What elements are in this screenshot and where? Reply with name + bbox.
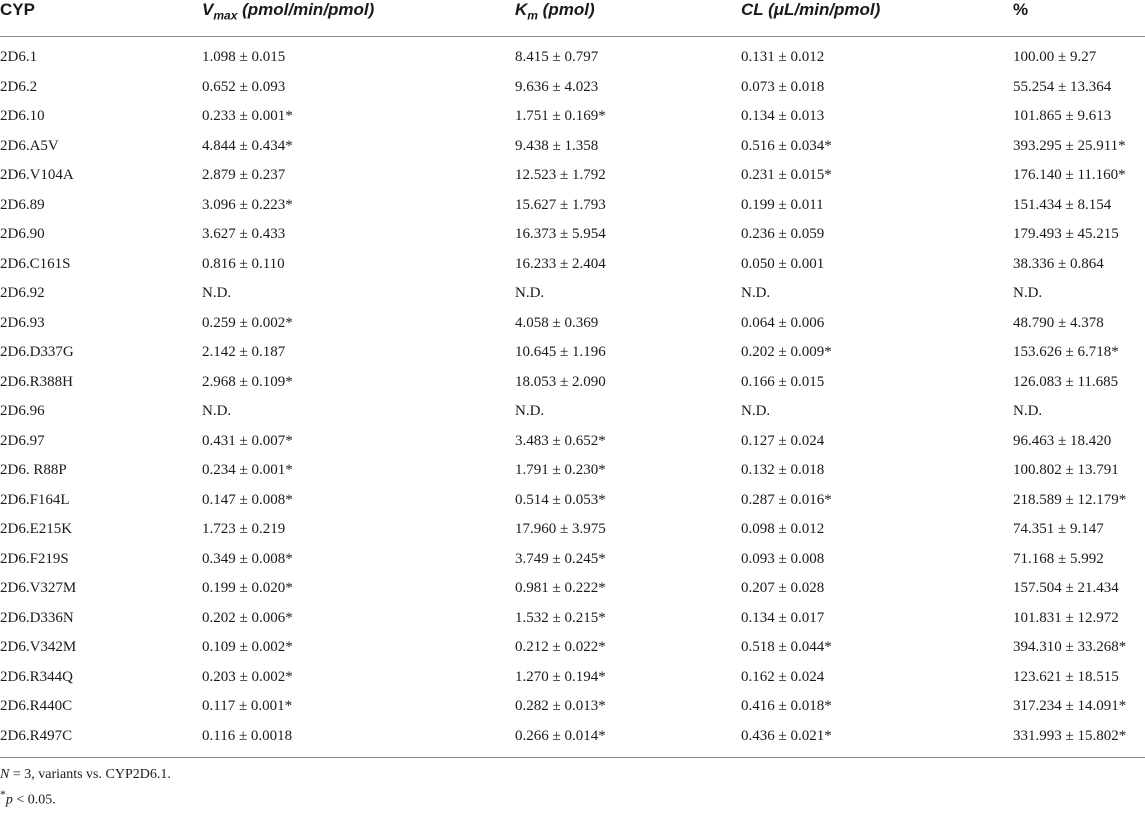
cell-vmax: 2.968 ± 0.109* [202, 373, 293, 390]
cell-cyp: 2D6.R440C [0, 698, 73, 715]
cell-percent: 48.790 ± 4.378 [1013, 314, 1104, 331]
cell-vmax: 0.234 ± 0.001* [202, 462, 293, 479]
cell-percent: 100.802 ± 13.791 [1013, 462, 1119, 479]
header-vmax-symbol: V [202, 0, 214, 19]
cell-cyp: 2D6.90 [0, 226, 45, 243]
cell-percent: 176.140 ± 11.160* [1013, 167, 1126, 184]
cell-percent: 71.168 ± 5.992 [1013, 550, 1104, 567]
cell-percent: N.D. [1013, 403, 1043, 420]
cell-vmax: 2.879 ± 0.237 [202, 167, 286, 184]
cell-cl: 0.073 ± 0.018 [741, 78, 825, 95]
cell-km: 3.749 ± 0.245* [515, 550, 606, 567]
cell-percent: 394.310 ± 33.268* [1013, 639, 1127, 656]
cell-cyp: 2D6.R388H [0, 373, 73, 390]
cell-cl: 0.416 ± 0.018* [741, 698, 832, 715]
cell-cyp: 2D6.R497C [0, 727, 73, 744]
cell-percent: 101.865 ± 9.613 [1013, 108, 1112, 125]
cell-km: 0.266 ± 0.014* [515, 727, 606, 744]
cell-km: 16.373 ± 5.954 [515, 226, 606, 243]
cell-percent: 101.831 ± 12.972 [1013, 609, 1119, 626]
cell-cl: N.D. [741, 285, 771, 302]
cell-percent: 218.589 ± 12.179* [1013, 491, 1127, 508]
cell-percent: 317.234 ± 14.091* [1013, 698, 1127, 715]
cell-vmax: 0.259 ± 0.002* [202, 314, 293, 331]
cell-cl: 0.131 ± 0.012 [741, 49, 825, 66]
cell-vmax: 1.098 ± 0.015 [202, 49, 286, 66]
header-km-subscript: m [527, 8, 538, 23]
cell-km: 1.751 ± 0.169* [515, 108, 606, 125]
header-vmax-unit: (pmol/min/pmol) [237, 0, 375, 19]
cell-cl: 0.162 ± 0.024 [741, 668, 825, 685]
cell-vmax: 0.109 ± 0.002* [202, 639, 293, 656]
cell-cl: 0.231 ± 0.015* [741, 167, 832, 184]
cell-cl: 0.199 ± 0.011 [741, 196, 824, 213]
table-row [0, 486, 1145, 516]
footnote-n-variable: N [0, 767, 10, 782]
footer-divider [0, 757, 1145, 758]
table-row [0, 692, 1145, 722]
table-row [0, 37, 1145, 73]
cell-km: 9.438 ± 1.358 [515, 137, 599, 154]
cell-percent: 331.993 ± 15.802* [1013, 727, 1127, 744]
table-row [0, 102, 1145, 132]
footnote-p-text: < 0.05. [12, 792, 56, 808]
cell-cl: 0.202 ± 0.009* [741, 344, 832, 361]
footnote-n-text: = 3, variants vs. CYP2D6.1. [9, 767, 171, 782]
cell-km: 1.270 ± 0.194* [515, 668, 606, 685]
cell-vmax: 0.816 ± 0.110 [202, 255, 285, 272]
cell-percent: 179.493 ± 45.215 [1013, 226, 1119, 243]
footnote-p [0, 788, 1145, 809]
table-row [0, 515, 1145, 545]
cell-km: 8.415 ± 0.797 [515, 49, 599, 66]
cell-km: 1.791 ± 0.230* [515, 462, 606, 479]
cell-km: 0.981 ± 0.222* [515, 580, 606, 597]
cell-vmax: 0.117 ± 0.001* [202, 698, 293, 715]
cell-vmax: 0.233 ± 0.001* [202, 108, 293, 125]
cell-cl: 0.236 ± 0.059 [741, 226, 825, 243]
cell-cyp: 2D6.A5V [0, 137, 59, 154]
header-cyp [0, 0, 202, 37]
cell-percent: 153.626 ± 6.718* [1013, 344, 1119, 361]
cell-percent: 126.083 ± 11.685 [1013, 373, 1119, 390]
cell-percent: 151.434 ± 8.154 [1013, 196, 1112, 213]
cell-vmax: 3.096 ± 0.223* [202, 196, 293, 213]
table-row [0, 73, 1145, 103]
cell-cl: 0.093 ± 0.008 [741, 550, 825, 567]
cell-vmax: 1.723 ± 0.219 [202, 521, 286, 538]
cell-vmax: 0.202 ± 0.006* [202, 609, 293, 626]
table-row [0, 427, 1145, 457]
cell-km: 0.212 ± 0.022* [515, 639, 606, 656]
cell-km: 18.053 ± 2.090 [515, 373, 606, 390]
cell-cyp: 2D6.F219S [0, 550, 69, 567]
cell-percent: 123.621 ± 18.515 [1013, 668, 1119, 685]
header-km [515, 0, 741, 37]
table-row [0, 338, 1145, 368]
table-row [0, 663, 1145, 693]
cell-cl: 0.127 ± 0.024 [741, 432, 825, 449]
cell-vmax: 4.844 ± 0.434* [202, 137, 293, 154]
cell-cyp: 2D6.V104A [0, 167, 74, 184]
header-cl-unit: (μL/min/pmol) [763, 0, 881, 19]
cell-vmax: 0.431 ± 0.007* [202, 432, 293, 449]
header-cl [741, 0, 1013, 37]
table-row [0, 309, 1145, 339]
cell-cyp: 2D6.93 [0, 314, 45, 331]
footnote-p-variable: p [5, 792, 13, 808]
cell-km: 0.514 ± 0.053* [515, 491, 606, 508]
footnote-n [0, 766, 1145, 784]
table-row [0, 545, 1145, 575]
table-row [0, 633, 1145, 663]
table-body [0, 37, 1145, 752]
cell-cyp: 2D6.V342M [0, 639, 77, 656]
cell-cl: N.D. [741, 403, 771, 420]
cell-cl: 0.050 ± 0.001 [741, 255, 825, 272]
cell-cl: 0.134 ± 0.017 [741, 609, 825, 626]
cell-percent: N.D. [1013, 285, 1043, 302]
cell-percent: 157.504 ± 21.434 [1013, 580, 1119, 597]
cell-cyp: 2D6.89 [0, 196, 45, 213]
table-row [0, 397, 1145, 427]
header-cl-symbol: CL [741, 0, 764, 19]
cell-cl: 0.166 ± 0.015 [741, 373, 825, 390]
cell-cl: 0.132 ± 0.018 [741, 462, 825, 479]
cell-vmax: 0.652 ± 0.093 [202, 78, 286, 95]
cell-cyp: 2D6.D336N [0, 609, 74, 626]
cell-percent: 74.351 ± 9.147 [1013, 521, 1104, 538]
cell-cyp: 2D6.92 [0, 285, 45, 302]
footnote-p-star: * [0, 787, 6, 801]
table-row [0, 368, 1145, 398]
cell-vmax: 0.116 ± 0.0018 [202, 727, 293, 744]
cell-km: 12.523 ± 1.792 [515, 167, 606, 184]
cell-cyp: 2D6.97 [0, 432, 45, 449]
cell-percent: 100.00 ± 9.27 [1013, 49, 1097, 66]
table-row [0, 279, 1145, 309]
header-row [0, 0, 1145, 37]
cell-cyp: 2D6.10 [0, 108, 45, 125]
table-row [0, 220, 1145, 250]
table-row [0, 604, 1145, 634]
cell-vmax: 0.147 ± 0.008* [202, 491, 293, 508]
cell-cyp: 2D6.C161S [0, 255, 71, 272]
cell-vmax: 0.203 ± 0.002* [202, 668, 293, 685]
cell-cl: 0.518 ± 0.044* [741, 639, 832, 656]
cell-cl: 0.207 ± 0.028 [741, 580, 825, 597]
cell-cyp: 2D6.V327M [0, 580, 77, 597]
table-row [0, 132, 1145, 162]
cell-cyp: 2D6.1 [0, 49, 38, 66]
header-percent [1013, 0, 1145, 37]
cell-cyp: 2D6.R344Q [0, 668, 73, 685]
cell-vmax: 0.199 ± 0.020* [202, 580, 293, 597]
header-percent-label: % [1013, 0, 1029, 19]
cell-cyp: 2D6. R88P [0, 462, 67, 479]
cell-km: 1.532 ± 0.215* [515, 609, 606, 626]
cell-km: 3.483 ± 0.652* [515, 432, 606, 449]
cell-vmax: 0.349 ± 0.008* [202, 550, 293, 567]
cell-km: 15.627 ± 1.793 [515, 196, 606, 213]
cell-vmax: N.D. [202, 285, 232, 302]
cell-km: 0.282 ± 0.013* [515, 698, 606, 715]
cell-km: N.D. [515, 285, 545, 302]
table-row [0, 250, 1145, 280]
table-row [0, 161, 1145, 191]
cell-cyp: 2D6.E215K [0, 521, 73, 538]
cell-cl: 0.064 ± 0.006 [741, 314, 825, 331]
cell-km: 9.636 ± 4.023 [515, 78, 599, 95]
header-vmax-subscript: max [213, 8, 238, 23]
table-row [0, 574, 1145, 604]
cell-cyp: 2D6.F164L [0, 491, 70, 508]
table-row [0, 456, 1145, 486]
cell-km: 10.645 ± 1.196 [515, 344, 606, 361]
cell-km: 16.233 ± 2.404 [515, 255, 606, 272]
table-row [0, 722, 1145, 752]
header-km-unit: (pmol) [537, 0, 595, 19]
cell-percent: 38.336 ± 0.864 [1013, 255, 1104, 272]
cell-cl: 0.516 ± 0.034* [741, 137, 832, 154]
header-vmax [202, 0, 515, 37]
cell-cyp: 2D6.96 [0, 403, 45, 420]
cell-km: 17.960 ± 3.975 [515, 521, 606, 538]
cell-percent: 393.295 ± 25.911* [1013, 137, 1126, 154]
cell-cyp: 2D6.2 [0, 78, 38, 95]
cell-vmax: N.D. [202, 403, 232, 420]
header-cyp-label: CYP [0, 0, 35, 19]
cell-cl: 0.436 ± 0.021* [741, 727, 832, 744]
cell-vmax: 3.627 ± 0.433 [202, 226, 286, 243]
cell-percent: 55.254 ± 13.364 [1013, 78, 1112, 95]
cell-km: N.D. [515, 403, 545, 420]
header-km-symbol: K [515, 0, 528, 19]
cell-km: 4.058 ± 0.369 [515, 314, 599, 331]
table-row [0, 191, 1145, 221]
cell-percent: 96.463 ± 18.420 [1013, 432, 1112, 449]
cell-cyp: 2D6.D337G [0, 344, 74, 361]
cell-cl: 0.134 ± 0.013 [741, 108, 825, 125]
cell-vmax: 2.142 ± 0.187 [202, 344, 286, 361]
cell-cl: 0.287 ± 0.016* [741, 491, 832, 508]
cell-cl: 0.098 ± 0.012 [741, 521, 825, 538]
